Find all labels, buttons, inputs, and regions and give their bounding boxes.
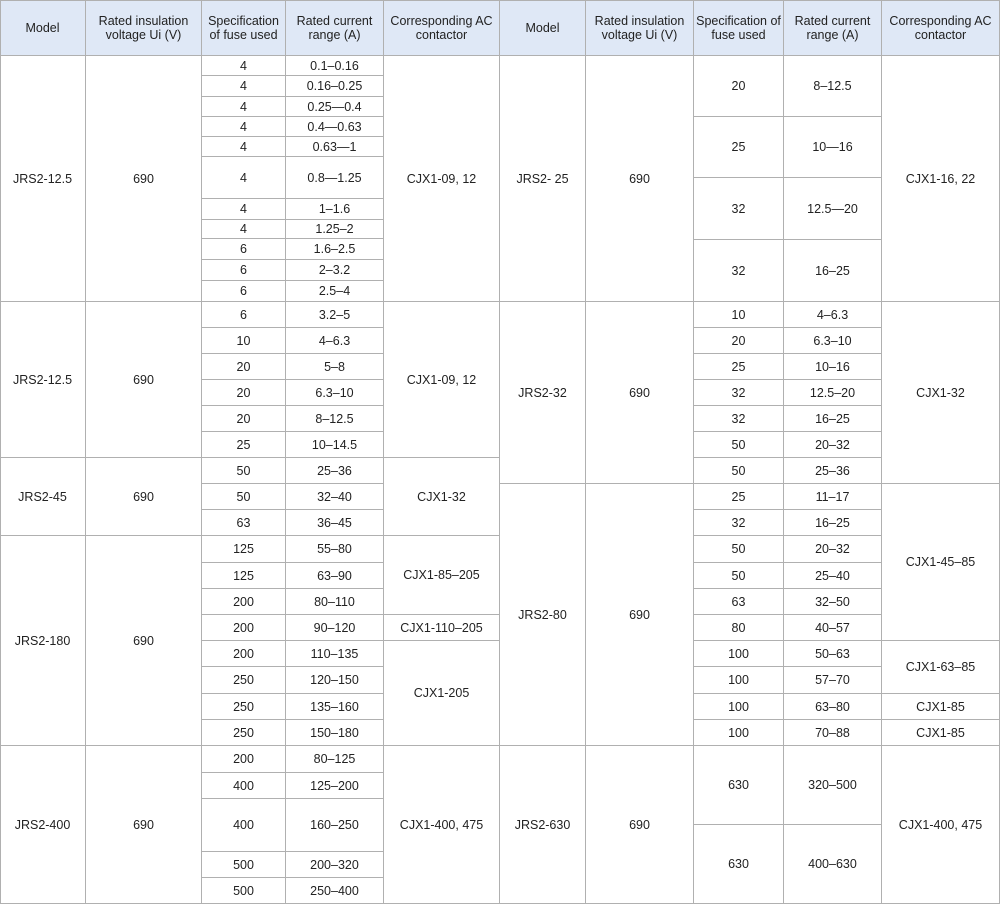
contactor-cell: CJX1-45–85 [882, 484, 1000, 641]
fuse-cell: 63 [202, 510, 286, 536]
column-header: Corresponding AC contactor [384, 0, 500, 56]
fuse-cell: 63 [694, 589, 784, 615]
column-header: Specification of fuse used [202, 0, 286, 56]
fuse-cell: 200 [202, 746, 286, 773]
fuse-cell: 10 [694, 302, 784, 328]
fuse-cell: 4 [202, 117, 286, 137]
range-cell: 250–400 [286, 878, 384, 904]
voltage-cell: 690 [86, 536, 202, 746]
fuse-cell: 20 [202, 406, 286, 432]
range-cell: 5–8 [286, 354, 384, 380]
range-cell: 40–57 [784, 615, 882, 641]
column-header: Model [0, 0, 86, 56]
voltage-cell: 690 [586, 56, 694, 302]
fuse-cell: 25 [694, 484, 784, 510]
range-cell: 12.5—20 [784, 178, 882, 240]
fuse-cell: 25 [694, 354, 784, 380]
voltage-cell: 690 [86, 302, 202, 458]
range-cell: 25–36 [784, 458, 882, 484]
fuse-cell: 50 [202, 484, 286, 510]
range-cell: 4–6.3 [286, 328, 384, 354]
contactor-cell: CJX1-110–205 [384, 615, 500, 641]
fuse-cell: 4 [202, 56, 286, 76]
range-cell: 8–12.5 [784, 56, 882, 117]
fuse-cell: 25 [694, 117, 784, 178]
fuse-cell: 250 [202, 694, 286, 720]
fuse-cell: 500 [202, 878, 286, 904]
range-cell: 1–1.6 [286, 199, 384, 220]
range-cell: 90–120 [286, 615, 384, 641]
contactor-cell: CJX1-205 [384, 641, 500, 746]
range-cell: 80–110 [286, 589, 384, 615]
fuse-cell: 400 [202, 773, 286, 799]
range-cell: 55–80 [286, 536, 384, 563]
range-cell: 150–180 [286, 720, 384, 746]
range-cell: 20–32 [784, 432, 882, 458]
range-cell: 110–135 [286, 641, 384, 667]
model-cell: JRS2-180 [0, 536, 86, 746]
fuse-cell: 200 [202, 641, 286, 667]
column-header: Rated insulation voltage Ui (V) [586, 0, 694, 56]
fuse-cell: 200 [202, 589, 286, 615]
fuse-cell: 4 [202, 97, 286, 117]
range-cell: 3.2–5 [286, 302, 384, 328]
column-header: Corresponding AC contactor [882, 0, 1000, 56]
range-cell: 4–6.3 [784, 302, 882, 328]
fuse-cell: 100 [694, 694, 784, 720]
fuse-cell: 4 [202, 137, 286, 157]
range-cell: 36–45 [286, 510, 384, 536]
voltage-cell: 690 [586, 746, 694, 904]
range-cell: 1.25–2 [286, 220, 384, 239]
model-cell: JRS2-630 [500, 746, 586, 904]
fuse-cell: 25 [202, 432, 286, 458]
fuse-cell: 32 [694, 510, 784, 536]
model-cell: JRS2-45 [0, 458, 86, 536]
fuse-cell: 50 [694, 563, 784, 589]
contactor-cell: CJX1-09, 12 [384, 56, 500, 302]
fuse-cell: 10 [202, 328, 286, 354]
contactor-cell: CJX1-85–205 [384, 536, 500, 615]
model-cell: JRS2-80 [500, 484, 586, 746]
range-cell: 16–25 [784, 406, 882, 432]
range-cell: 63–80 [784, 694, 882, 720]
fuse-cell: 4 [202, 76, 286, 97]
fuse-cell: 4 [202, 220, 286, 239]
range-cell: 0.4—0.63 [286, 117, 384, 137]
fuse-cell: 50 [694, 536, 784, 563]
contactor-cell: CJX1-400, 475 [882, 746, 1000, 904]
column-header: Rated current range (A) [784, 0, 882, 56]
fuse-cell: 20 [202, 380, 286, 406]
contactor-cell: CJX1-16, 22 [882, 56, 1000, 302]
range-cell: 135–160 [286, 694, 384, 720]
contactor-cell: CJX1-85 [882, 720, 1000, 746]
column-header: Rated current range (A) [286, 0, 384, 56]
range-cell: 16–25 [784, 510, 882, 536]
fuse-cell: 32 [694, 240, 784, 302]
fuse-cell: 50 [202, 458, 286, 484]
voltage-cell: 690 [86, 746, 202, 904]
range-cell: 8–12.5 [286, 406, 384, 432]
fuse-cell: 200 [202, 615, 286, 641]
fuse-cell: 50 [694, 432, 784, 458]
range-cell: 6.3–10 [784, 328, 882, 354]
fuse-cell: 20 [694, 56, 784, 117]
range-cell: 0.16–0.25 [286, 76, 384, 97]
range-cell: 32–40 [286, 484, 384, 510]
contactor-cell: CJX1-09, 12 [384, 302, 500, 458]
range-cell: 400–630 [784, 825, 882, 904]
fuse-cell: 32 [694, 406, 784, 432]
contactor-cell: CJX1-85 [882, 694, 1000, 720]
fuse-cell: 100 [694, 667, 784, 694]
fuse-cell: 50 [694, 458, 784, 484]
fuse-cell: 4 [202, 157, 286, 199]
fuse-cell: 500 [202, 852, 286, 878]
model-cell: JRS2-12.5 [0, 302, 86, 458]
range-cell: 10—16 [784, 117, 882, 178]
range-cell: 0.25—0.4 [286, 97, 384, 117]
range-cell: 125–200 [286, 773, 384, 799]
fuse-cell: 80 [694, 615, 784, 641]
fuse-cell: 6 [202, 281, 286, 302]
fuse-cell: 20 [202, 354, 286, 380]
range-cell: 25–36 [286, 458, 384, 484]
range-cell: 2–3.2 [286, 260, 384, 281]
range-cell: 0.63—1 [286, 137, 384, 157]
voltage-cell: 690 [586, 484, 694, 746]
range-cell: 200–320 [286, 852, 384, 878]
range-cell: 16–25 [784, 240, 882, 302]
range-cell: 12.5–20 [784, 380, 882, 406]
fuse-cell: 32 [694, 380, 784, 406]
fuse-cell: 100 [694, 720, 784, 746]
fuse-cell: 630 [694, 746, 784, 825]
column-header: Specification of fuse used [694, 0, 784, 56]
range-cell: 32–50 [784, 589, 882, 615]
fuse-cell: 6 [202, 239, 286, 260]
fuse-cell: 630 [694, 825, 784, 904]
range-cell: 6.3–10 [286, 380, 384, 406]
range-cell: 11–17 [784, 484, 882, 510]
range-cell: 2.5–4 [286, 281, 384, 302]
contactor-cell: CJX1-63–85 [882, 641, 1000, 694]
contactor-cell: CJX1-32 [882, 302, 1000, 484]
range-cell: 70–88 [784, 720, 882, 746]
model-cell: JRS2-400 [0, 746, 86, 904]
range-cell: 1.6–2.5 [286, 239, 384, 260]
fuse-cell: 125 [202, 563, 286, 589]
voltage-cell: 690 [586, 302, 694, 484]
column-header: Rated insulation voltage Ui (V) [86, 0, 202, 56]
range-cell: 80–125 [286, 746, 384, 773]
fuse-cell: 6 [202, 260, 286, 281]
model-cell: JRS2-12.5 [0, 56, 86, 302]
range-cell: 63–90 [286, 563, 384, 589]
fuse-cell: 20 [694, 328, 784, 354]
contactor-cell: CJX1-400, 475 [384, 746, 500, 904]
model-cell: JRS2- 25 [500, 56, 586, 302]
fuse-cell: 400 [202, 799, 286, 852]
range-cell: 50–63 [784, 641, 882, 667]
fuse-cell: 250 [202, 667, 286, 694]
model-cell: JRS2-32 [500, 302, 586, 484]
range-cell: 160–250 [286, 799, 384, 852]
range-cell: 10–14.5 [286, 432, 384, 458]
range-cell: 10–16 [784, 354, 882, 380]
voltage-cell: 690 [86, 458, 202, 536]
voltage-cell: 690 [86, 56, 202, 302]
fuse-cell: 6 [202, 302, 286, 328]
contactor-cell: CJX1-32 [384, 458, 500, 536]
range-cell: 20–32 [784, 536, 882, 563]
range-cell: 57–70 [784, 667, 882, 694]
fuse-cell: 100 [694, 641, 784, 667]
range-cell: 320–500 [784, 746, 882, 825]
range-cell: 0.8—1.25 [286, 157, 384, 199]
column-header: Model [500, 0, 586, 56]
range-cell: 0.1–0.16 [286, 56, 384, 76]
fuse-cell: 4 [202, 199, 286, 220]
fuse-cell: 125 [202, 536, 286, 563]
range-cell: 25–40 [784, 563, 882, 589]
fuse-cell: 250 [202, 720, 286, 746]
fuse-cell: 32 [694, 178, 784, 240]
range-cell: 120–150 [286, 667, 384, 694]
